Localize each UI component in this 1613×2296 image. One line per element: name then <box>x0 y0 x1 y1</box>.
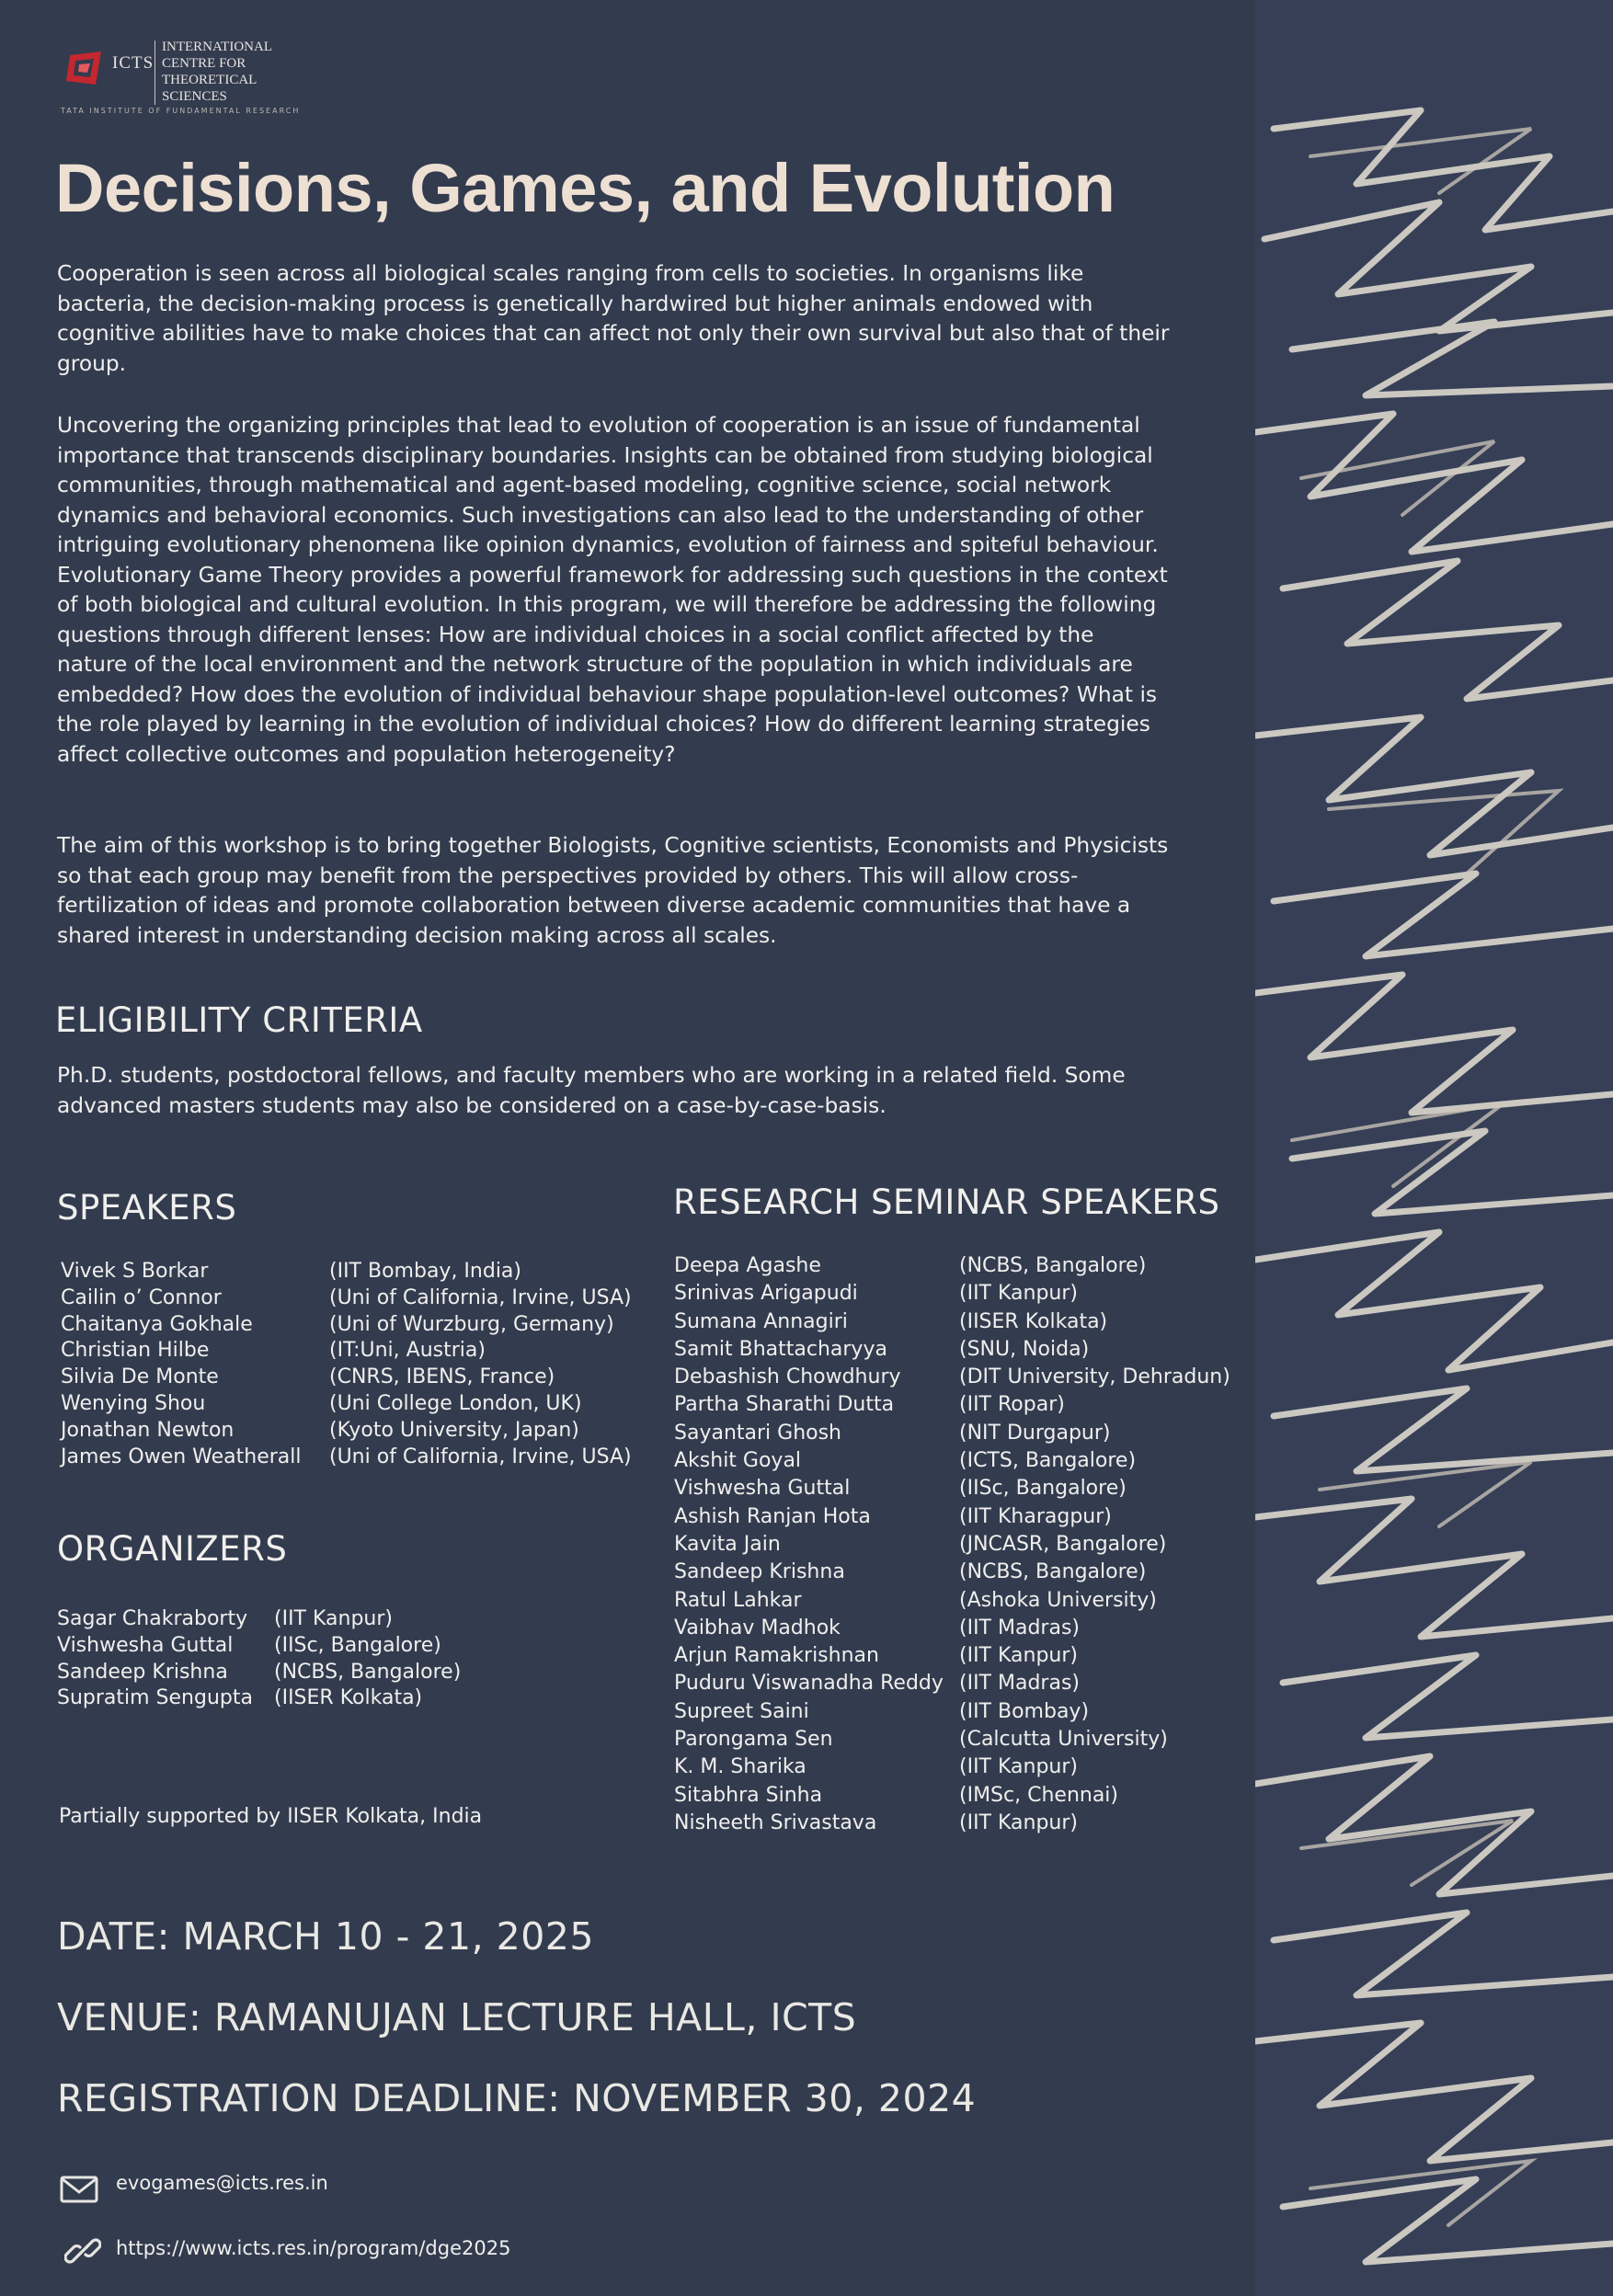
speaker-row <box>61 1312 649 1339</box>
seminar-speaker-row <box>674 1336 1244 1364</box>
envelope-icon <box>59 2174 99 2205</box>
person-name: Samit Bhattacharyya <box>674 1337 887 1361</box>
eligibility-text: Ph.D. students, postdoctoral fellows, and faculty members who are working in a related field. Some advanced masters students may also be considered on a case-by-case-basis. <box>57 1063 1126 1118</box>
seminar-speaker-row <box>674 1615 1244 1642</box>
seminar-speaker-row <box>674 1503 1244 1531</box>
person-name: Vishwesha Guttal <box>57 1633 234 1657</box>
person-affiliation: (IISc, Bangalore) <box>274 1633 441 1657</box>
person-affiliation: (IIT Bombay) <box>959 1699 1090 1723</box>
person-affiliation: (IIT Kanpur) <box>959 1282 1078 1306</box>
intro-paragraph-2: Uncovering the organizing principles that lead to evolution of cooperation is an issue of fundamental importance that transcends disciplinary boundaries. Insights can be obtained from studying biological communities, through mathematical and agent-based modeling, cognitive science, social network dynamics and behavioral economics. Such investigations can also lead to the understanding of other intriguing evolutionary phenomena like opinion dynamics, evolution of fairness and spiteful behaviour. Evolutionary Game Theory provides a powerful framework for addressing such questions in the context of both biological and cultural evolution. In this program, we will therefore be addressing the following questions through different lenses: How are individual choices in a social conflict affected by the nature of the local environment and the network structure of the population in which individuals are embedded? How does the evolution of individual behaviour shape population-level outcomes? What is the role played by learning in the evolution of individual choices? How do different learning strategies affect collective outcomes and population heterogeneity? <box>57 413 1168 767</box>
seminar-speakers-heading: RESEARCH SEMINAR SPEAKERS <box>673 1182 1220 1222</box>
speaker-row <box>61 1391 649 1418</box>
speakers-heading: SPEAKERS <box>57 1188 237 1228</box>
person-name: Parongama Sen <box>674 1728 833 1752</box>
person-affiliation: (Uni of California, Irvine, USA) <box>329 1285 632 1309</box>
person-affiliation: (NIT Durgapur) <box>959 1421 1111 1445</box>
email-link[interactable]: evogames@icts.res.in <box>116 2172 328 2194</box>
person-name: Sitabhra Sinha <box>674 1783 823 1807</box>
person-affiliation: (IT:Uni, Austria) <box>329 1339 486 1363</box>
speaker-row <box>61 1445 649 1471</box>
organizer-row <box>57 1685 517 1712</box>
seminar-speaker-row <box>674 1726 1244 1753</box>
program-url-link[interactable]: https://www.icts.res.in/program/dge2025 <box>116 2237 511 2259</box>
seminar-speaker-row <box>674 1391 1244 1419</box>
person-name: Ratul Lahkar <box>674 1588 802 1612</box>
seminar-speaker-row <box>674 1587 1244 1615</box>
person-affiliation: (Ashoka University) <box>959 1588 1157 1612</box>
organizers-list <box>57 1606 517 1712</box>
person-name: Jonathan Newton <box>61 1418 235 1442</box>
logo-abbreviation: ICTS <box>112 53 154 73</box>
person-name: Sumana Annagiri <box>674 1309 848 1333</box>
person-affiliation: (Uni of Wurzburg, Germany) <box>329 1312 614 1336</box>
person-name: Wenying Shou <box>61 1391 206 1415</box>
person-affiliation: (Kyoto University, Japan) <box>329 1418 579 1442</box>
seminar-speaker-row <box>674 1753 1244 1781</box>
intro-paragraph-1: Cooperation is seen across all biological scales ranging from cells to societies. In organisms like bacteria, the decision-making process is genetically hardwired but higher animals endowed with cognitive abilities have to make choices that can affect not only their own survival but also that of their group. <box>57 261 1170 376</box>
seminar-speakers-list <box>674 1252 1244 1837</box>
icts-logo-mark-icon <box>64 48 107 90</box>
person-name: Supratim Sengupta <box>57 1686 253 1710</box>
person-name: Deepa Agashe <box>674 1254 821 1277</box>
person-affiliation: (ICTS, Bangalore) <box>959 1449 1137 1473</box>
person-name: Nisheeth Srivastava <box>674 1811 877 1834</box>
icts-logo <box>55 37 301 120</box>
person-affiliation: (NCBS, Bangalore) <box>959 1254 1147 1277</box>
eligibility-heading: ELIGIBILITY CRITERIA <box>55 1000 423 1040</box>
intro-paragraph-3: The aim of this workshop is to bring together Biologists, Cognitive scientists, Economists and Physicists so that each group may benefit from the perspectives provided by others. This will allow cross-fertilization of ideas and promote collaboration between diverse academic communities that have a shared interest in understanding decision making across all scales. <box>57 833 1169 948</box>
person-name: Sandeep Krishna <box>674 1560 845 1584</box>
link-icon <box>64 2233 101 2269</box>
speaker-row <box>61 1285 649 1312</box>
person-affiliation: (IIT Kanpur) <box>959 1644 1078 1668</box>
organizers-heading: ORGANIZERS <box>57 1529 288 1569</box>
speaker-row <box>61 1418 649 1445</box>
logo-tagline: TATA INSTITUTE OF FUNDAMENTAL RESEARCH <box>61 107 301 115</box>
seminar-speaker-row <box>674 1698 1244 1726</box>
decorative-artwork <box>1255 0 1613 2296</box>
person-affiliation: (Uni College London, UK) <box>329 1391 582 1415</box>
person-affiliation: (IIT Kharagpur) <box>959 1504 1112 1528</box>
seminar-speaker-row <box>674 1280 1244 1308</box>
event-date: DATE: MARCH 10 - 21, 2025 <box>57 1914 594 1959</box>
person-name: Srinivas Arigapudi <box>674 1282 858 1306</box>
person-name: Silvia De Monte <box>61 1365 219 1389</box>
person-name: Sayantari Ghosh <box>674 1421 842 1445</box>
person-affiliation: (NCBS, Bangalore) <box>274 1660 462 1684</box>
speakers-list <box>61 1259 649 1470</box>
person-name: Puduru Viswanadha Reddy <box>674 1672 944 1696</box>
person-affiliation: (IIT Kanpur) <box>274 1607 393 1630</box>
person-affiliation: (IIT Ropar) <box>959 1393 1065 1417</box>
registration-deadline: REGISTRATION DEADLINE: NOVEMBER 30, 2024 <box>57 2076 977 2120</box>
speaker-row <box>61 1365 649 1391</box>
person-affiliation: (Calcutta University) <box>959 1728 1168 1752</box>
seminar-speaker-row <box>674 1782 1244 1810</box>
person-affiliation: (SNU, Noida) <box>959 1337 1090 1361</box>
person-affiliation: (IIT Madras) <box>959 1672 1080 1696</box>
person-affiliation: (CNRS, IBENS, France) <box>329 1365 555 1389</box>
seminar-speaker-row <box>674 1475 1244 1502</box>
person-name: James Owen Weatherall <box>61 1445 302 1468</box>
logo-full-name: INTERNATIONAL CENTRE FOR THEORETICAL SCIENCES <box>162 40 272 104</box>
seminar-speaker-row <box>674 1447 1244 1475</box>
seminar-speaker-row <box>674 1252 1244 1280</box>
person-name: Supreet Saini <box>674 1699 809 1723</box>
person-name: Sagar Chakraborty <box>57 1607 248 1630</box>
person-affiliation: (IISc, Bangalore) <box>959 1477 1127 1501</box>
seminar-speaker-row <box>674 1559 1244 1586</box>
person-name: Debashish Chowdhury <box>674 1365 901 1389</box>
page-title: Decisions, Games, and Evolution <box>55 150 1115 226</box>
logo-divider <box>154 40 155 105</box>
organizer-row <box>57 1660 517 1686</box>
person-name: Chaitanya Gokhale <box>61 1312 253 1336</box>
speaker-row <box>61 1338 649 1365</box>
person-name: K. M. Sharika <box>674 1755 806 1779</box>
person-affiliation: (NCBS, Bangalore) <box>959 1560 1147 1584</box>
seminar-speaker-row <box>674 1670 1244 1697</box>
person-name: Vivek S Borkar <box>61 1260 209 1283</box>
person-name: Vaibhav Madhok <box>674 1616 841 1639</box>
person-name: Sandeep Krishna <box>57 1660 228 1684</box>
person-affiliation: (IMSc, Chennai) <box>959 1783 1119 1807</box>
person-affiliation: (DIT University, Dehradun) <box>959 1365 1230 1389</box>
seminar-speaker-row <box>674 1364 1244 1391</box>
seminar-speaker-row <box>674 1642 1244 1670</box>
speaker-row <box>61 1259 649 1285</box>
organizer-row <box>57 1606 517 1633</box>
event-venue: VENUE: RAMANUJAN LECTURE HALL, ICTS <box>57 1995 857 2039</box>
seminar-speaker-row <box>674 1810 1244 1837</box>
organizer-row <box>57 1633 517 1660</box>
seminar-speaker-row <box>674 1531 1244 1559</box>
person-name: Partha Sharathi Dutta <box>674 1393 895 1417</box>
person-affiliation: (IISER Kolkata) <box>959 1309 1108 1333</box>
person-affiliation: (IIT Madras) <box>959 1616 1080 1639</box>
seminar-speaker-row <box>674 1308 1244 1336</box>
person-name: Vishwesha Guttal <box>674 1477 851 1501</box>
person-affiliation: (IIT Kanpur) <box>959 1811 1078 1834</box>
person-name: Arjun Ramakrishnan <box>674 1644 879 1668</box>
person-affiliation: (Uni of California, Irvine, USA) <box>329 1445 632 1468</box>
person-name: Christian Hilbe <box>61 1339 210 1363</box>
person-name: Kavita Jain <box>674 1532 781 1556</box>
person-name: Ashish Ranjan Hota <box>674 1504 871 1528</box>
person-affiliation: (IIT Bombay, India) <box>329 1260 521 1283</box>
support-note: Partially supported by IISER Kolkata, India <box>59 1805 483 1828</box>
person-affiliation: (JNCASR, Bangalore) <box>959 1532 1167 1556</box>
person-affiliation: (IISER Kolkata) <box>274 1686 423 1710</box>
person-affiliation: (IIT Kanpur) <box>959 1755 1078 1779</box>
person-name: Cailin o’ Connor <box>61 1285 222 1309</box>
person-name: Akshit Goyal <box>674 1449 802 1473</box>
seminar-speaker-row <box>674 1420 1244 1447</box>
